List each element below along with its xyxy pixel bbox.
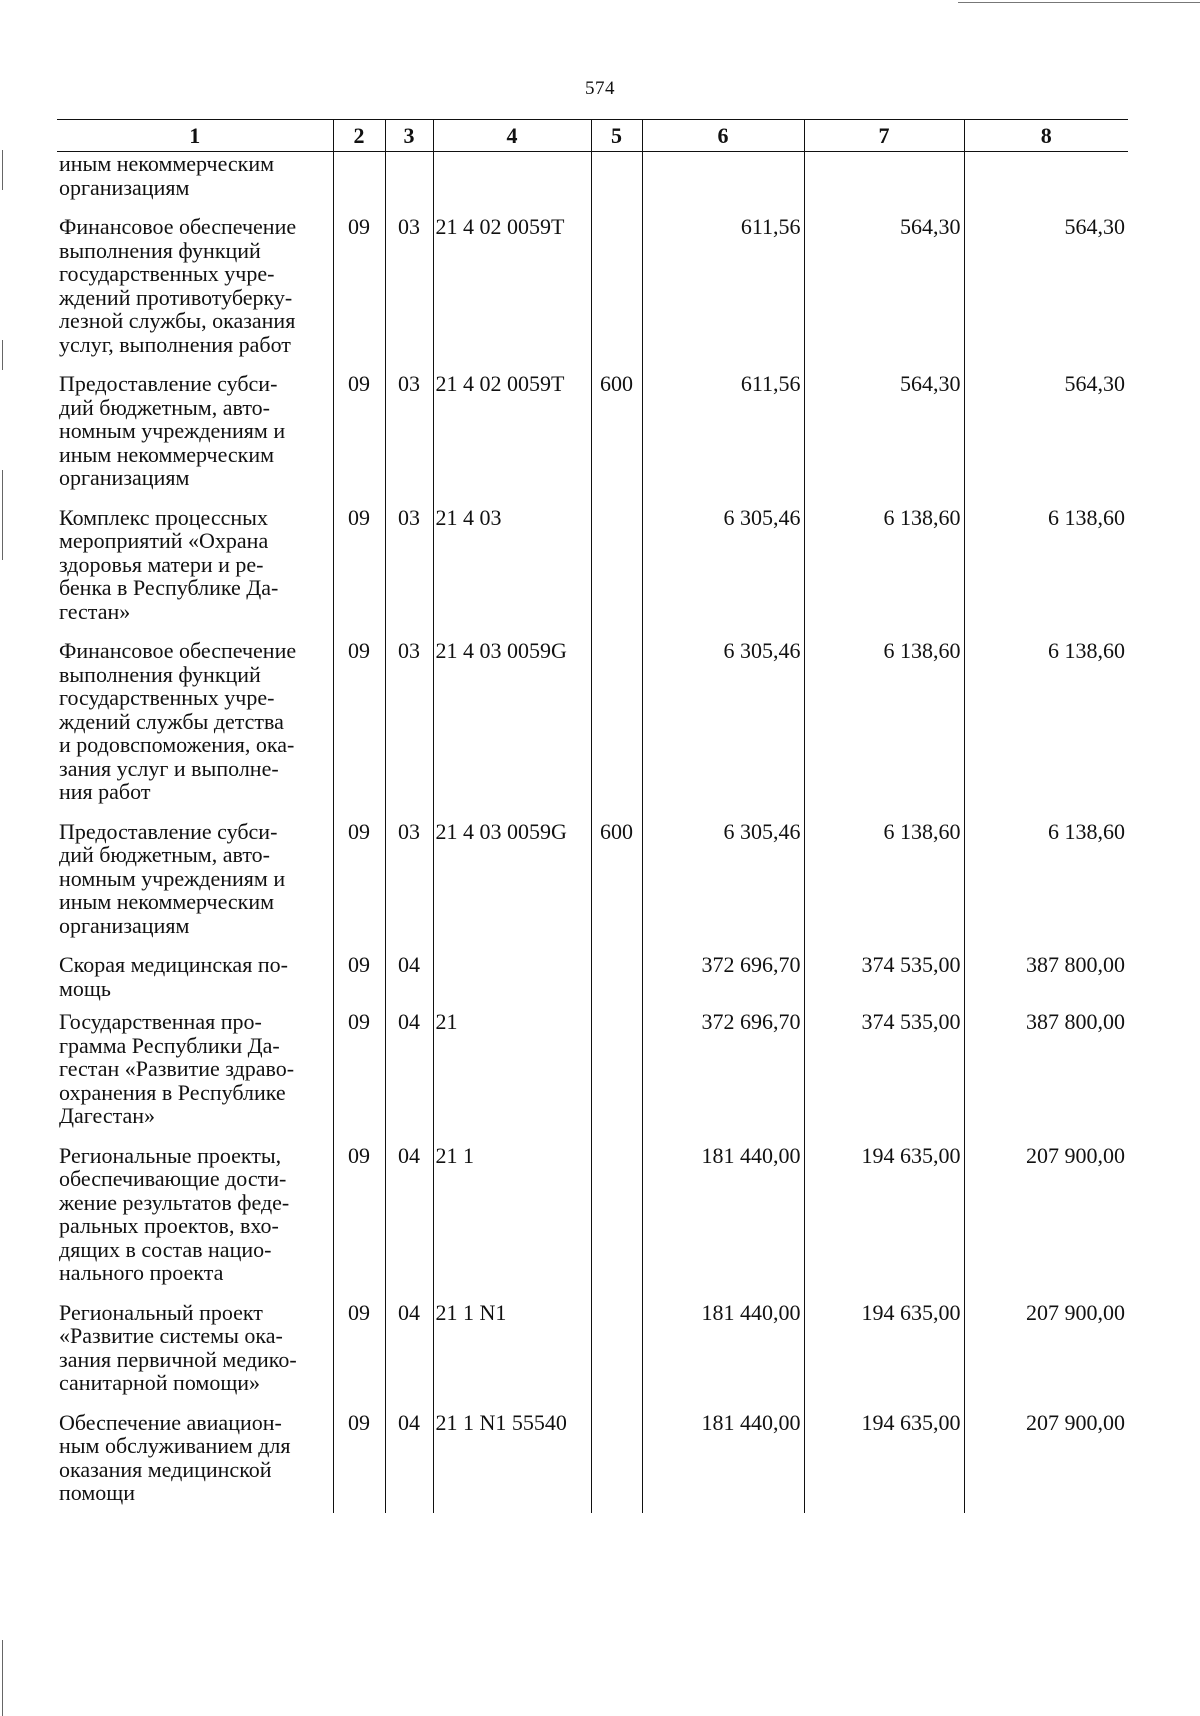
row-name: Региональный проект «Развитие системы ока- зания первичной медико- санитарной помощи» <box>59 1299 297 1395</box>
table-row <box>57 1010 1128 1144</box>
target-article-code: 21 <box>433 1010 591 1144</box>
amount-col8: 387 800,00 <box>964 953 1128 1010</box>
amount-col6: 611,56 <box>642 372 804 506</box>
amount-col7: 194 635,00 <box>804 1144 964 1301</box>
amount-col7: 6 138,60 <box>804 506 964 640</box>
scan-edge-mark <box>2 150 3 190</box>
row-name: Финансовое обеспечение выполнения функций государственных учре- ждений противотуберку- лезной службы, оказания услуг, выполнения работ <box>59 214 297 357</box>
target-article-code: 21 1 N1 55540 <box>433 1411 591 1513</box>
amount-col7: 374 535,00 <box>804 1010 964 1144</box>
scan-top-rule <box>958 2 1200 3</box>
section-code <box>333 152 385 216</box>
expense-type-code <box>591 639 642 820</box>
subsection-code: 03 <box>385 215 433 372</box>
budget-table <box>57 119 1128 1513</box>
amount-col6: 181 440,00 <box>642 1301 804 1411</box>
section-code: 09 <box>333 1301 385 1411</box>
target-article-code: 21 1 N1 <box>433 1301 591 1411</box>
expense-type-code <box>591 506 642 640</box>
amount-col7: 374 535,00 <box>804 953 964 1010</box>
subsection-code: 03 <box>385 820 433 954</box>
table-row <box>57 372 1128 506</box>
target-article-code <box>433 953 591 1010</box>
table-row <box>57 152 1128 216</box>
row-name: Скорая медицинская по- мощь <box>59 952 288 1001</box>
column-header: 6 <box>642 120 804 152</box>
column-header: 3 <box>385 120 433 152</box>
subsection-code: 04 <box>385 1301 433 1411</box>
expense-type-code <box>591 1144 642 1301</box>
scan-edge-mark <box>2 340 3 370</box>
column-header: 7 <box>804 120 964 152</box>
column-header: 8 <box>964 120 1128 152</box>
amount-col6: 372 696,70 <box>642 953 804 1010</box>
row-name: Предоставление субси- дий бюджетным, авто- номным учреждениям и иным некоммерческим организациям <box>59 371 286 490</box>
target-article-code: 21 1 <box>433 1144 591 1301</box>
amount-col8: 207 900,00 <box>964 1144 1128 1301</box>
section-code: 09 <box>333 506 385 640</box>
amount-col6 <box>642 152 804 216</box>
header-row <box>57 120 1128 152</box>
amount-col8: 207 900,00 <box>964 1411 1128 1513</box>
subsection-code: 04 <box>385 953 433 1010</box>
table-row <box>57 953 1128 1010</box>
row-name: Государственная про- грамма Республики Да- гестан «Развитие здраво- охранения в Республике Дагестан» <box>59 1009 295 1128</box>
column-header: 5 <box>591 120 642 152</box>
section-code: 09 <box>333 1010 385 1144</box>
amount-col8: 6 138,60 <box>964 639 1128 820</box>
expense-type-code <box>591 1411 642 1513</box>
column-header: 2 <box>333 120 385 152</box>
amount-col7: 6 138,60 <box>804 820 964 954</box>
amount-col6: 6 305,46 <box>642 639 804 820</box>
scan-edge-mark <box>2 1640 3 1716</box>
amount-col8 <box>964 152 1128 216</box>
expense-type-code <box>591 215 642 372</box>
table-row <box>57 1411 1128 1513</box>
table-row <box>57 639 1128 820</box>
amount-col6: 611,56 <box>642 215 804 372</box>
row-name: Обеспечение авиацион- ным обслуживанием для оказания медицинской помощи <box>59 1409 291 1505</box>
table-row <box>57 820 1128 954</box>
row-name: Финансовое обеспечение выполнения функций государственных учре- ждений службы детства и родовспоможения, ока- зания услуг и выполне- ния работ <box>59 638 297 804</box>
subsection-code: 03 <box>385 639 433 820</box>
amount-col8: 387 800,00 <box>964 1010 1128 1144</box>
column-header: 1 <box>57 120 333 152</box>
row-name: Комплекс процессных мероприятий «Охрана здоровья матери и ре- бенка в Республике Да- гестан» <box>59 504 279 624</box>
target-article-code: 21 4 03 0059G <box>433 820 591 954</box>
page-number: 574 <box>585 78 615 99</box>
amount-col6: 6 305,46 <box>642 820 804 954</box>
section-code: 09 <box>333 953 385 1010</box>
target-article-code: 21 4 03 0059G <box>433 639 591 820</box>
subsection-code: 03 <box>385 506 433 640</box>
amount-col7: 6 138,60 <box>804 639 964 820</box>
section-code: 09 <box>333 1144 385 1301</box>
amount-col6: 6 305,46 <box>642 506 804 640</box>
scan-edge-mark <box>2 470 3 560</box>
column-header: 4 <box>433 120 591 152</box>
expense-type-code <box>591 152 642 216</box>
target-article-code <box>433 152 591 216</box>
amount-col8: 564,30 <box>964 215 1128 372</box>
expense-type-code: 600 <box>591 372 642 506</box>
target-article-code: 21 4 02 0059Т <box>433 215 591 372</box>
table-body <box>57 152 1128 1513</box>
amount-col8: 6 138,60 <box>964 506 1128 640</box>
amount-col8: 6 138,60 <box>964 820 1128 954</box>
amount-col8: 564,30 <box>964 372 1128 506</box>
table-row <box>57 506 1128 640</box>
section-code: 09 <box>333 1411 385 1513</box>
expense-type-code <box>591 953 642 1010</box>
section-code: 09 <box>333 820 385 954</box>
amount-col7: 564,30 <box>804 215 964 372</box>
amount-col7: 564,30 <box>804 372 964 506</box>
subsection-code: 04 <box>385 1010 433 1144</box>
section-code: 09 <box>333 639 385 820</box>
row-name: Предоставление субси- дий бюджетным, авто- номным учреждениям и иным некоммерческим организациям <box>59 818 286 938</box>
expense-type-code <box>591 1301 642 1411</box>
subsection-code <box>385 152 433 216</box>
amount-col7 <box>804 152 964 216</box>
expense-type-code <box>591 1010 642 1144</box>
row-name: Региональные проекты, обеспечивающие дости- жение результатов феде- ральных проектов, вхо- дящих в состав нацио- нального проекта <box>59 1142 290 1285</box>
amount-col6: 372 696,70 <box>642 1010 804 1144</box>
amount-col8: 207 900,00 <box>964 1301 1128 1411</box>
subsection-code: 03 <box>385 372 433 506</box>
expense-type-code: 600 <box>591 820 642 954</box>
row-name: иным некоммерческим организациям <box>59 151 275 200</box>
target-article-code: 21 4 03 <box>433 506 591 640</box>
section-code: 09 <box>333 372 385 506</box>
amount-col6: 181 440,00 <box>642 1411 804 1513</box>
subsection-code: 04 <box>385 1144 433 1301</box>
table-row <box>57 1301 1128 1411</box>
amount-col7: 194 635,00 <box>804 1301 964 1411</box>
section-code: 09 <box>333 215 385 372</box>
table-row <box>57 1144 1128 1301</box>
table-row <box>57 215 1128 372</box>
amount-col7: 194 635,00 <box>804 1411 964 1513</box>
subsection-code: 04 <box>385 1411 433 1513</box>
target-article-code: 21 4 02 0059Т <box>433 372 591 506</box>
amount-col6: 181 440,00 <box>642 1144 804 1301</box>
